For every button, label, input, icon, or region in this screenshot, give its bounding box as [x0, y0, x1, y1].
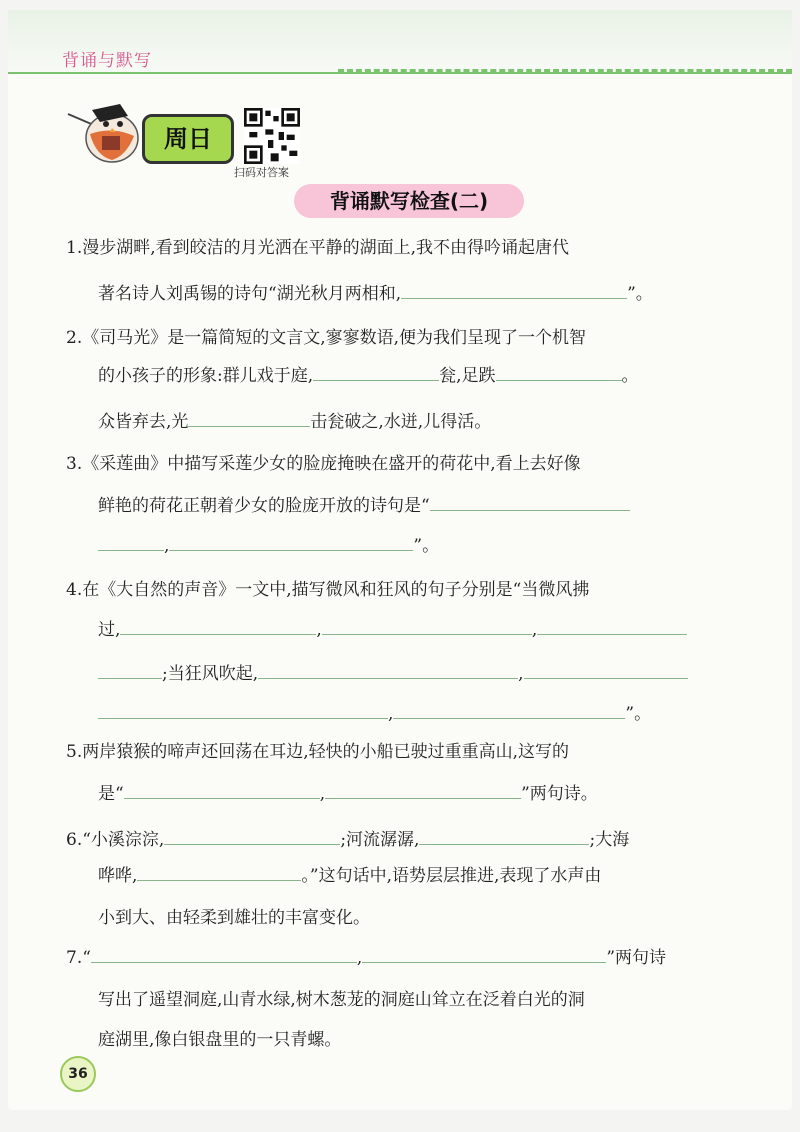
header-dashed-divider: [338, 69, 792, 72]
q2-text-b: 瓮,足跌: [439, 366, 496, 386]
q2-blank-1[interactable]: [313, 362, 439, 381]
q4-blank-8[interactable]: [393, 700, 625, 719]
q4-text-d: ;当狂风吹起,: [162, 664, 259, 684]
q5-line1: 5.两岸猿猴的啼声还回荡在耳边,轻快的小船已驶过重重高山,这写的: [66, 742, 570, 762]
q4-text-a: 过,: [98, 620, 121, 640]
q4-blank-6[interactable]: [524, 660, 688, 679]
page-number: 36: [60, 1056, 96, 1092]
q1-line1: 1.漫步湖畔,看到皎洁的月光洒在平静的湖面上,我不由得吟诵起唐代: [66, 238, 570, 258]
q2-text-d: 众皆弃去,光: [98, 412, 189, 432]
q4-text-g: ”。: [625, 704, 652, 724]
q1-text-a: 著名诗人刘禹锡的诗句“湖光秋月两相和,: [98, 284, 402, 304]
q7-text-a: 7.“: [66, 948, 91, 968]
q3-text-a: 鲜艳的荷花正朝着少女的脸庞开放的诗句是“: [98, 496, 430, 516]
q3-blank-2[interactable]: [98, 532, 164, 551]
q1-blank[interactable]: [401, 280, 627, 299]
q2-text-c: 。: [621, 366, 639, 386]
q4-text-b: ,: [316, 620, 322, 640]
day-badge: 周日: [142, 114, 234, 164]
q2-text-e: 击瓮破之,水迸,儿得活。: [310, 412, 492, 432]
q5-line2: [98, 780, 598, 806]
q5-blank-1[interactable]: [124, 780, 320, 799]
q4-line1: 4.在《大自然的声音》一文中,描写微风和狂风的句子分别是“当微风拂: [66, 580, 590, 600]
q6-text-e: 。”这句话中,语势层层推进,表现了水声由: [301, 866, 602, 886]
q7-text-b: ,: [356, 948, 363, 968]
q4-blank-7[interactable]: [98, 700, 388, 719]
section-label: 背诵与默写: [62, 51, 152, 71]
q7-blank-2[interactable]: [362, 944, 606, 963]
q3-line2: [98, 492, 630, 518]
q4-text-e: ,: [518, 664, 524, 684]
q6-text-c: ;大海: [589, 830, 630, 850]
q4-blank-1[interactable]: [120, 616, 316, 635]
worksheet-page: [8, 10, 792, 1110]
q5-text-b: ,: [319, 784, 326, 804]
q3-text-b: ,: [164, 536, 170, 556]
q7-blank-1[interactable]: [91, 944, 357, 963]
q4-blank-4[interactable]: [98, 660, 162, 679]
q4-blank-5[interactable]: [258, 660, 518, 679]
worksheet-title: 背诵默写检查(二): [294, 184, 524, 218]
q7-line1: [66, 944, 666, 970]
q2-blank-2[interactable]: [496, 362, 622, 381]
q7-line2: 写出了遥望洞庭,山青水绿,树木葱茏的洞庭山耸立在泛着白光的洞: [98, 990, 585, 1010]
bird-mascot-icon: [66, 96, 146, 166]
q4-text-f: ,: [388, 704, 394, 724]
qr-code-icon[interactable]: [244, 108, 300, 164]
q7-text-c: ”两句诗: [606, 948, 667, 968]
q2-line2: [98, 362, 639, 388]
q4-blank-2[interactable]: [322, 616, 532, 635]
q7-line3: 庭湖里,像白银盘里的一只青螺。: [98, 1030, 342, 1050]
q4-line4: [98, 700, 651, 726]
q4-blank-3[interactable]: [537, 616, 687, 635]
header-divider: [8, 72, 792, 74]
q5-blank-2[interactable]: [325, 780, 521, 799]
q3-line3: [98, 532, 439, 558]
q6-text-a: 6.“小溪淙淙,: [66, 830, 165, 850]
q3-blank-3[interactable]: [169, 532, 413, 551]
q4-text-c: ,: [531, 620, 538, 640]
q2-text-a: 的小孩子的形象:群儿戏于庭,: [98, 366, 314, 386]
q6-text-b: ;河流潺潺,: [340, 830, 420, 850]
q2-blank-3[interactable]: [188, 408, 310, 427]
q6-line1: [66, 826, 629, 852]
q2-line1: 2.《司马光》是一篇简短的文言文,寥寥数语,便为我们呈现了一个机智: [66, 328, 587, 348]
q4-line3: [98, 660, 688, 686]
q5-text-a: 是“: [98, 784, 124, 804]
q6-line3: 小到大、由轻柔到雄壮的丰富变化。: [98, 908, 370, 928]
q1-line2: [98, 280, 653, 306]
q4-line2: [98, 616, 687, 642]
q3-line1: 3.《采莲曲》中描写采莲少女的脸庞掩映在盛开的荷花中,看上去好像: [66, 454, 581, 474]
q6-blank-1[interactable]: [164, 826, 340, 845]
q3-text-c: ”。: [413, 536, 440, 556]
q6-line2: [98, 862, 601, 888]
q1-text-b: ”。: [627, 284, 653, 304]
q2-line3: [98, 408, 491, 434]
q6-blank-2[interactable]: [419, 826, 589, 845]
q6-text-d: 哗哗,: [98, 866, 138, 886]
q5-text-c: ”两句诗。: [521, 784, 598, 804]
qr-caption: 扫码对答案: [234, 166, 289, 179]
q3-blank-1[interactable]: [430, 492, 630, 511]
q6-blank-3[interactable]: [137, 862, 301, 881]
